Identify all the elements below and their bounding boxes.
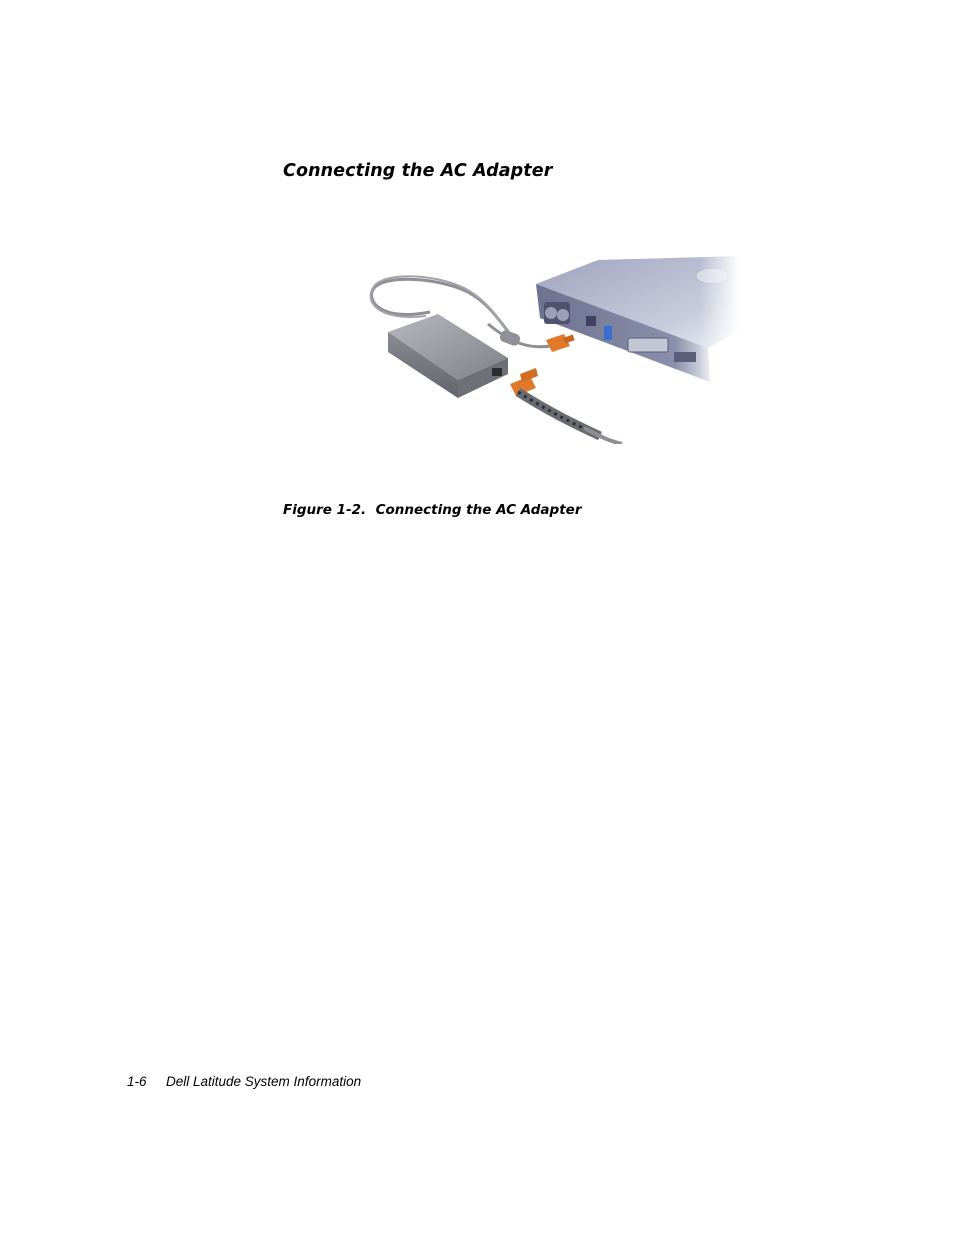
- figure-caption: [283, 502, 581, 518]
- figure: [360, 252, 740, 444]
- section-heading: Connecting the AC Adapter: [283, 161, 553, 181]
- figure-caption-label: Figure 1-2.: [283, 502, 367, 518]
- page-number: 1-6: [127, 1074, 147, 1089]
- figure-caption-title: Connecting the AC Adapter: [375, 502, 582, 518]
- document-title: Dell Latitude System Information: [166, 1074, 362, 1089]
- page-footer: [127, 1074, 361, 1089]
- laptop-ac-adapter-illustration: [360, 252, 740, 444]
